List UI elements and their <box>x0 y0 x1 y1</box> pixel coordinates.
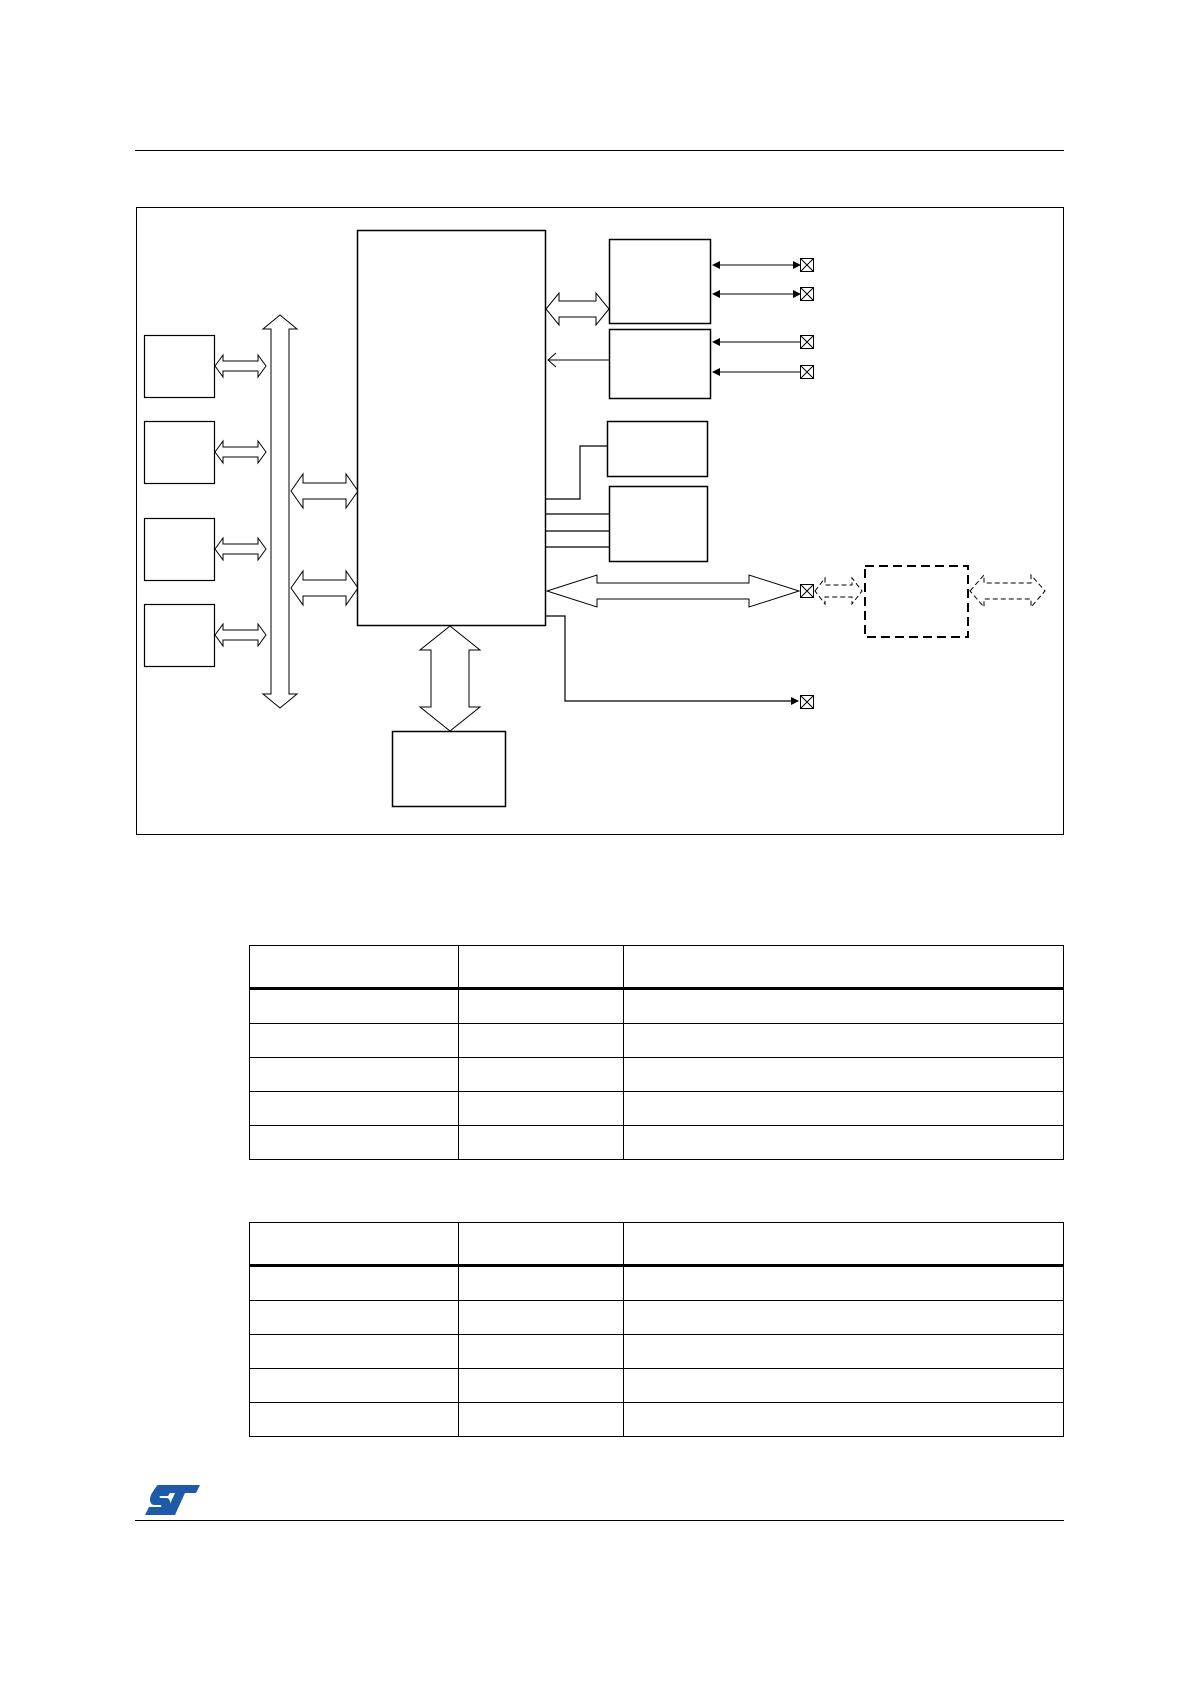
bottom-block <box>393 732 506 807</box>
table-row <box>250 1092 1064 1126</box>
table-header-cell <box>250 946 459 989</box>
table-cell <box>624 1092 1064 1126</box>
table-header-row <box>250 946 1064 989</box>
table-header-cell <box>459 946 624 989</box>
table-row <box>250 1266 1064 1301</box>
table-header-cell <box>459 1223 624 1266</box>
left-block-1 <box>145 336 215 398</box>
terminal-pin-icon <box>801 696 814 709</box>
table-header-row <box>250 1223 1064 1266</box>
table-header-cell <box>624 946 1064 989</box>
table-cell <box>459 989 624 1024</box>
table-header-cell <box>624 1223 1064 1266</box>
table-cell <box>459 1266 624 1301</box>
table-cell <box>250 1335 459 1369</box>
table-cell <box>459 1301 624 1335</box>
table-header-cell <box>250 1223 459 1266</box>
terminal-pin-icon <box>801 585 814 598</box>
table-row <box>250 989 1064 1024</box>
bidirectional-arrow-icon <box>970 575 1045 607</box>
right-block-1 <box>610 240 711 324</box>
table-cell <box>250 1126 459 1160</box>
table-cell <box>459 1403 624 1437</box>
table-cell <box>250 1024 459 1058</box>
table-row <box>250 1403 1064 1437</box>
table-cell <box>624 1369 1064 1403</box>
table-cell <box>459 1024 624 1058</box>
right-block-3 <box>608 422 708 477</box>
bidirectional-arrow-icon <box>547 575 799 607</box>
table-cell <box>624 1403 1064 1437</box>
terminal-pin-icon <box>801 259 814 379</box>
external-block <box>865 566 968 637</box>
table-1 <box>249 945 1064 1160</box>
left-block-4 <box>145 605 215 667</box>
table-cell <box>250 1403 459 1437</box>
bidirectional-arrow-icon <box>291 474 358 605</box>
table-cell <box>459 1335 624 1369</box>
table-row <box>250 1335 1064 1369</box>
table-2 <box>249 1222 1064 1437</box>
table-row <box>250 1024 1064 1058</box>
vertical-bus-arrow <box>263 315 297 708</box>
table-cell <box>250 1369 459 1403</box>
table-cell <box>459 1126 624 1160</box>
st-logo <box>144 1483 202 1517</box>
right-block-2 <box>610 330 711 399</box>
left-block-2 <box>145 422 215 484</box>
left-block-3 <box>145 519 215 581</box>
table-cell <box>624 1335 1064 1369</box>
table-cell <box>250 1301 459 1335</box>
table-row <box>250 1369 1064 1403</box>
bidirectional-arrow-icon <box>815 578 862 604</box>
table-cell <box>459 1369 624 1403</box>
table-cell <box>250 989 459 1024</box>
table-cell <box>624 1058 1064 1092</box>
table-cell <box>250 1266 459 1301</box>
table-cell <box>459 1092 624 1126</box>
table-row <box>250 1301 1064 1335</box>
table-cell <box>250 1058 459 1092</box>
signal-lines <box>546 446 609 547</box>
main-block <box>358 231 546 626</box>
output-line <box>546 616 798 701</box>
right-block-4 <box>610 487 708 562</box>
table-cell <box>624 989 1064 1024</box>
table-row <box>250 1126 1064 1160</box>
bottom-link-arrow <box>420 626 480 731</box>
table-cell <box>624 1024 1064 1058</box>
table-cell <box>624 1266 1064 1301</box>
table-cell <box>624 1126 1064 1160</box>
bidirectional-arrow-icon <box>546 293 609 325</box>
table-cell <box>250 1092 459 1126</box>
bidirectional-arrow-icon <box>215 355 266 646</box>
table-cell <box>624 1301 1064 1335</box>
table-cell <box>459 1058 624 1092</box>
table-row <box>250 1058 1064 1092</box>
footer-rule <box>135 1520 1064 1521</box>
